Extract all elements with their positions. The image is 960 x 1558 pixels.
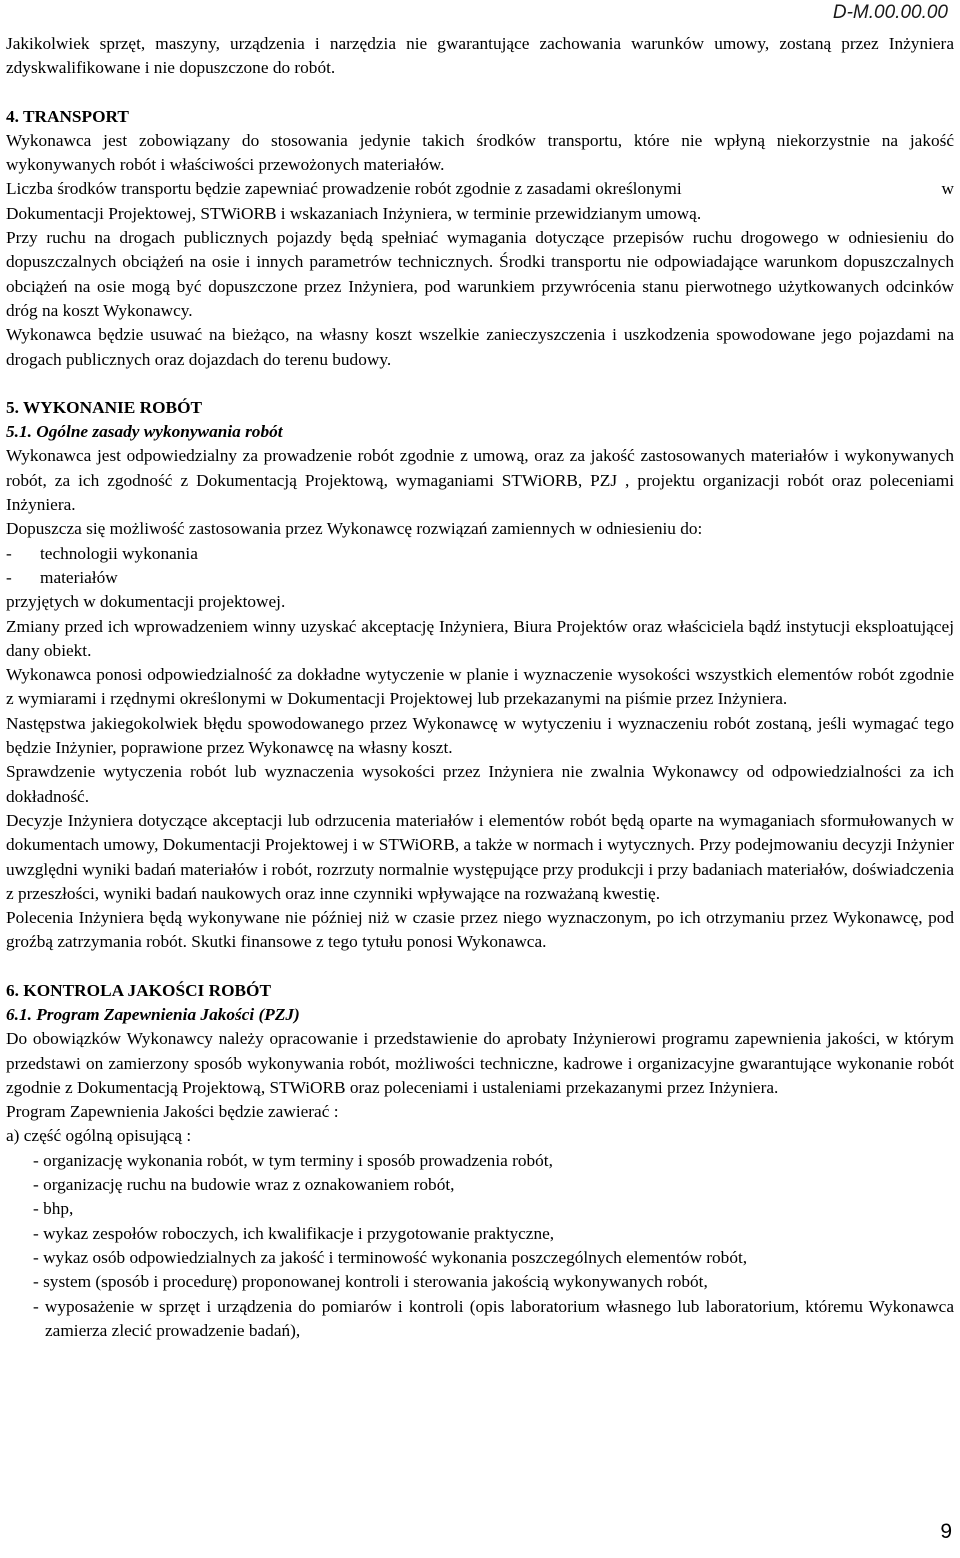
list-item: [6, 1173, 954, 1197]
list-item: [6, 1197, 954, 1221]
list-item: [6, 1295, 954, 1344]
list-item-text: - bhp,: [33, 1199, 74, 1219]
list-item-text: - wykaz osób odpowiedzialnych za jakość i terminowość wykonania poszczególnych elementów robót,: [33, 1247, 748, 1267]
section-6-1-name: Program Zapewnienia Jakości (PZJ): [36, 1004, 300, 1024]
execution-paragraph-3: przyjętych w dokumentacji projektowej.: [6, 592, 286, 612]
document-page: [6, 32, 954, 1343]
list-item: [6, 542, 954, 566]
alternatives-list: [6, 542, 954, 591]
pzj-contents-list: [6, 1149, 954, 1343]
section-6-1-title: [6, 1003, 954, 1027]
transport-paragraph-4: Wykonawca będzie usuwać na bieżąco, na własny koszt wszelkie zanieczyszczenia i uszkodzenia spowodowane jego pojazdami na drogach publicznych oraz dojazdach do terenu budowy.: [6, 325, 954, 369]
document-code: D-M.00.00.00: [832, 2, 948, 23]
execution-paragraph-1: Wykonawca jest odpowiedzialny za prowadzenie robót zgodnie z umową, oraz za jakość zastosowanych materiałów i wykonywanych robót, za ich zgodność z Dokumentacją Projektową, wymaganiami STWiORB, PZJ , projektu organizacji robót oraz poleceniami Inżyniera.: [6, 446, 954, 515]
list-item: [6, 1222, 954, 1246]
transport-paragraph-3: Przy ruchu na drogach publicznych pojazdy będą spełniać wymagania dotyczące przepisów ruchu drogowego w odniesieniu do dopuszczalnych obciążeń na osie i innych parametrów technicznych. Środki transportu nie odpowiadające warunkom dopuszczalnych obciążeń na osie mogą być dopuszczone przez Inżyniera, pod warunkiem przywrócenia stanu pierwotnego użytkowanych odcinków dróg na koszt Wykonawcy.: [6, 228, 954, 320]
execution-paragraph-2: Dopuszcza się możliwość zastosowania przez Wykonawcę rozwiązań zamiennych w odniesieniu do:: [6, 519, 703, 539]
list-item-text: materiałów: [40, 567, 118, 587]
quality-paragraph-3: a) część ogólną opisującą :: [6, 1126, 192, 1146]
section-5-title: 5. WYKONANIE ROBÓT: [6, 397, 203, 417]
section-transport: [6, 105, 954, 372]
section-6-title: 6. KONTROLA JAKOŚCI ROBÓT: [6, 980, 272, 1000]
transport-paragraph-1: Wykonawca jest zobowiązany do stosowania jedynie takich środków transportu, które nie wpłyną niekorzystnie na jakość wykonywanych robót i właściwości przewożonych materiałów.: [6, 130, 954, 175]
section-5-1-title: [6, 420, 954, 444]
section-4-title: 4. TRANSPORT: [6, 106, 129, 126]
transport-paragraph-2-line-1: [6, 177, 954, 201]
list-dash: -: [6, 567, 12, 587]
execution-paragraph-7: Sprawdzenie wytyczenia robót lub wyznaczenia wysokości przez Inżyniera nie zwalnia Wykonawcy od odpowiedzialności za ich dokładność.: [6, 762, 954, 806]
section-6-1-number: 6.1.: [6, 1004, 32, 1024]
list-item: [6, 1149, 954, 1173]
list-item-text: - wykaz zespołów roboczych, ich kwalifikacje i przygotowanie praktyczne,: [33, 1223, 555, 1243]
transport-paragraph-2-end: Dokumentacji Projektowej, STWiORB i wskazaniach Inżyniera, w terminie przewidzianym umową.: [6, 203, 702, 223]
list-item: [6, 1270, 954, 1294]
execution-paragraph-5: Wykonawca ponosi odpowiedzialność za dokładne wytyczenie w planie i wyznaczenie wysokości wszystkich elementów robót zgodnie z wymiarami i rzędnymi określonymi w Dokumentacji Projektowej lub przekazanymi na piśmie przez Inżyniera.: [6, 665, 954, 709]
execution-paragraph-4: Zmiany przed ich wprowadzeniem winny uzyskać akceptację Inżyniera, Biura Projektów oraz właściciela bądź instytucji eksploatującej dany obiekt.: [6, 616, 954, 660]
list-item-text: - wyposażenie w sprzęt i urządzenia do pomiarów i kontroli (opis laboratorium własnego lub laboratorium, któremu Wykonawca zamierza zlecić prowadzenie badań),: [33, 1296, 954, 1340]
list-item-text: - organizację ruchu na budowie wraz z oznakowaniem robót,: [33, 1175, 455, 1195]
section-5-1-number: 5.1.: [6, 422, 32, 442]
section-execution: [6, 396, 954, 955]
section-5-1-name: Ogólne zasady wykonywania robót: [36, 422, 283, 442]
list-item: [6, 566, 954, 590]
list-item-text: - system (sposób i procedurę) proponowanej kontroli i sterowania jakością wykonywanych robót,: [33, 1272, 708, 1292]
transport-paragraph-2-w: w: [941, 179, 954, 199]
quality-paragraph-1: Do obowiązków Wykonawcy należy opracowanie i przedstawienie do aprobaty Inżynierowi programu zapewnienia jakości, w którym przedstawi on zamierzony sposób wykonywania robót, możliwości techniczne, kadrowe i organizacyjne gwarantujące wykonanie robót zgodnie z Dokumentacją Projektową, STWiORB oraz poleceniami i ustaleniami przekazanymi przez Inżyniera.: [6, 1029, 954, 1097]
page-number: 9: [940, 1520, 952, 1543]
execution-paragraph-8: Decyzje Inżyniera dotyczące akceptacji lub odrzucenia materiałów i elementów robót będą oparte na wymaganiach sformułowanych w dokumentach umowy, Dokumentacji Projektowej i w STWiORB, a także w normach i wytycznych. Przy podejmowaniu decyzji Inżynier uwzględni wyniki badań materiałów i robót, rozrzuty normalnie występujące przy produkcji i przy badaniach materiałów, doświadczenia z przeszłości, wyniki badań naukowych oraz inne czynniki wpływające na rozważaną kwestię.: [6, 810, 954, 903]
list-dash: -: [6, 543, 12, 563]
intro-paragraph: Jakikolwiek sprzęt, maszyny, urządzenia i narzędzia nie gwarantujące zachowania warunków umowy, zostaną przez Inżyniera zdyskwalifikowane i nie dopuszczone do robót.: [6, 34, 954, 78]
list-item-text: technologii wykonania: [40, 543, 198, 563]
list-item-text: - organizację wykonania robót, w tym terminy i sposób prowadzenia robót,: [33, 1150, 553, 1170]
list-item: [6, 1246, 954, 1270]
execution-paragraph-9: Polecenia Inżyniera będą wykonywane nie później niż w czasie przez niego wyznaczonym, po ich otrzymaniu przez Wykonawcę, pod groźbą zatrzymania robót. Skutki finansowe z tego tytułu ponosi Wykonawca.: [6, 908, 954, 952]
section-quality-control: [6, 979, 954, 1343]
transport-paragraph-2-start: Liczba środków transportu będzie zapewniać prowadzenie robót zgodnie z zasadami określonymi: [6, 179, 682, 199]
execution-paragraph-6: Następstwa jakiegokolwiek błędu spowodowanego przez Wykonawcę w wytyczeniu i wyznaczeniu robót zostaną, jeśli wymagać tego będzie Inżynier, poprawione przez Wykonawcę na własny koszt.: [6, 713, 954, 758]
quality-paragraph-2: Program Zapewnienia Jakości będzie zawierać :: [6, 1102, 339, 1122]
